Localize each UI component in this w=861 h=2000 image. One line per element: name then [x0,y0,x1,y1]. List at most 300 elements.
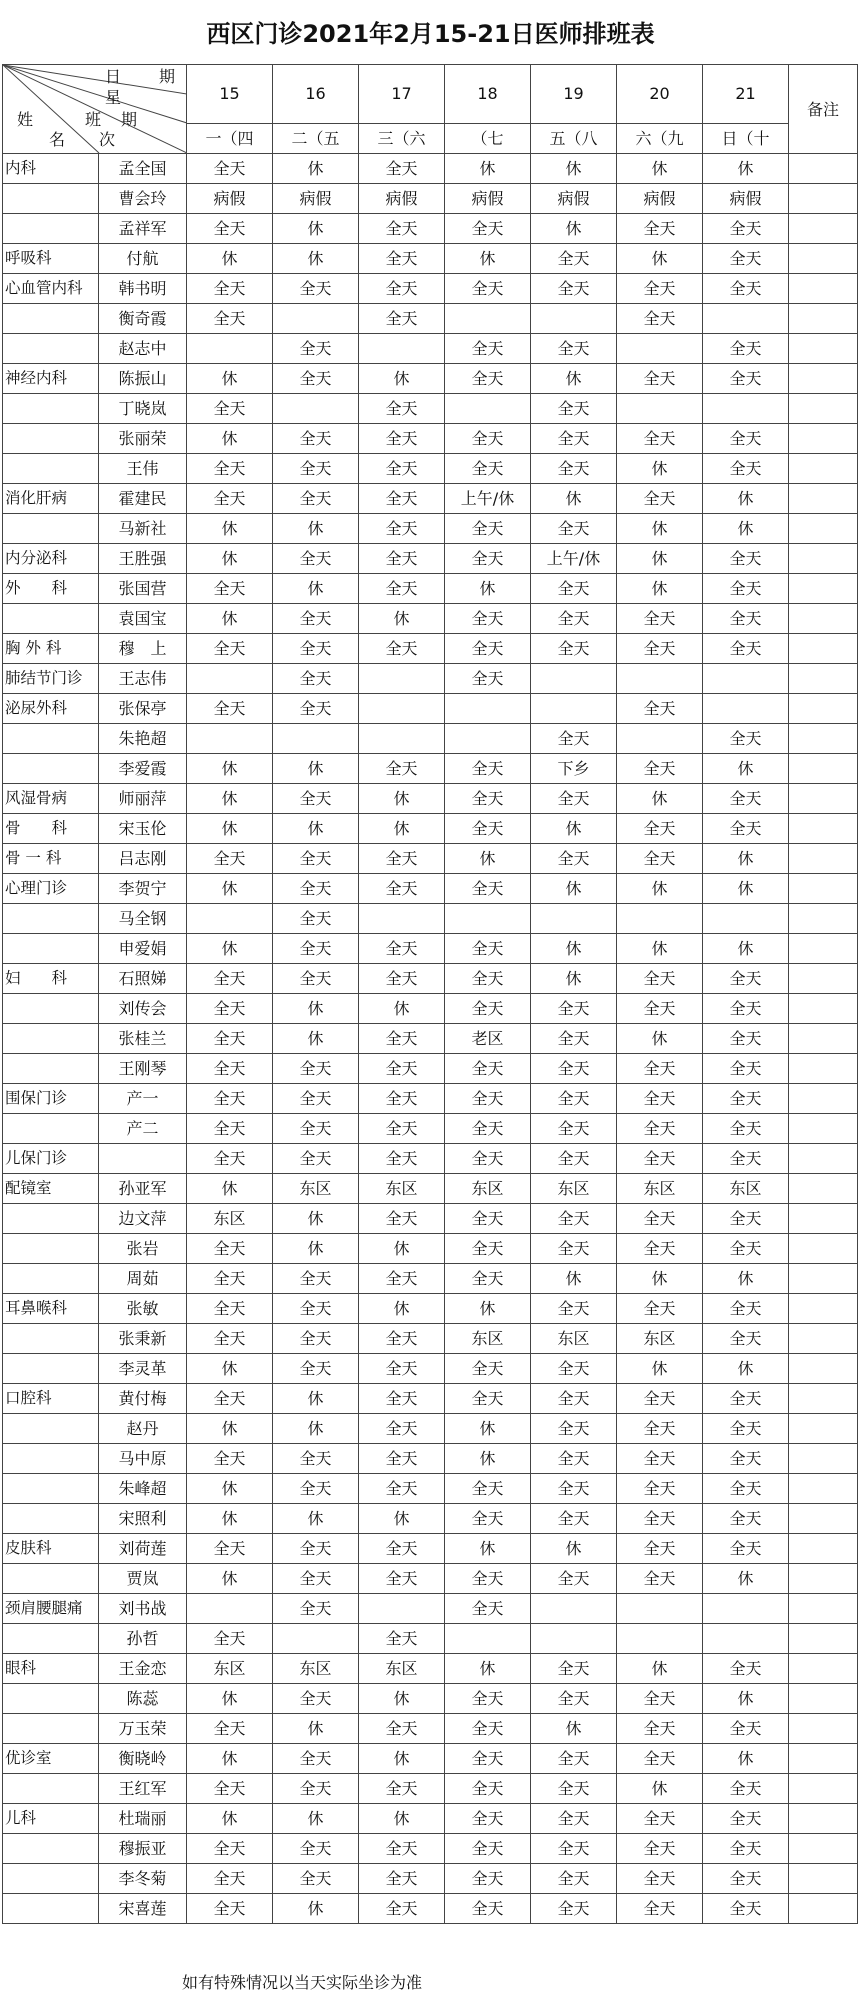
department-cell [3,1234,99,1264]
shift-cell: 全天 [445,1714,531,1744]
shift-cell: 全天 [273,1534,359,1564]
department-cell [3,904,99,934]
department-cell: 消化肝病 [3,484,99,514]
shift-cell: 全天 [359,1354,445,1384]
shift-cell: 休 [187,754,273,784]
doctor-name-cell: 穆 上 [99,634,187,664]
shift-cell: 全天 [359,1114,445,1144]
shift-cell: 全天 [273,1594,359,1624]
shift-cell: 休 [445,1654,531,1684]
shift-cell: 全天 [617,844,703,874]
shift-cell: 全天 [273,424,359,454]
shift-cell: 休 [273,814,359,844]
shift-cell: 全天 [703,1294,789,1324]
corner-week-label: 星 [105,88,122,107]
shift-cell: 全天 [703,1204,789,1234]
shift-cell: 全天 [531,1474,617,1504]
shift-cell: 休 [617,1264,703,1294]
shift-cell: 休 [617,514,703,544]
doctor-name-cell: 王志伟 [99,664,187,694]
shift-cell: 全天 [531,1744,617,1774]
shift-cell: 全天 [273,1114,359,1144]
doctor-name-cell: 衡晓岭 [99,1744,187,1774]
note-cell [789,664,858,694]
note-cell [789,1324,858,1354]
department-cell: 内科 [3,154,99,184]
weekday-header: （七 [445,123,531,153]
table-row [3,964,858,994]
shift-cell: 全天 [187,1714,273,1744]
shift-cell: 休 [359,784,445,814]
shift-cell: 休 [273,1024,359,1054]
shift-cell: 全天 [703,1654,789,1684]
shift-cell [273,394,359,424]
shift-cell: 全天 [445,1594,531,1624]
shift-cell: 全天 [531,1774,617,1804]
shift-cell: 全天 [617,1114,703,1144]
doctor-name-cell: 宋照利 [99,1504,187,1534]
note-cell [789,1114,858,1144]
shift-cell: 全天 [273,634,359,664]
shift-cell: 全天 [617,1204,703,1234]
day-header: 18 [445,65,531,124]
shift-cell: 全天 [703,724,789,754]
shift-cell: 全天 [187,154,273,184]
department-cell [3,334,99,364]
table-row [3,1684,858,1714]
department-cell: 胸 外 科 [3,634,99,664]
shift-cell: 休 [445,1534,531,1564]
shift-cell: 全天 [359,1894,445,1924]
table-row [3,1474,858,1504]
shift-cell: 休 [273,1414,359,1444]
shift-cell [703,394,789,424]
shift-cell: 全天 [187,634,273,664]
shift-cell: 全天 [531,1234,617,1264]
table-row [3,1054,858,1084]
doctor-name-cell: 张岩 [99,1234,187,1264]
department-cell [3,1714,99,1744]
shift-cell: 休 [703,1684,789,1714]
shift-cell: 全天 [445,1084,531,1114]
note-cell [789,514,858,544]
department-cell: 围保门诊 [3,1084,99,1114]
shift-cell: 全天 [445,754,531,784]
shift-cell: 全天 [617,694,703,724]
shift-cell: 全天 [445,454,531,484]
shift-cell: 休 [703,484,789,514]
shift-cell: 全天 [531,1114,617,1144]
shift-cell: 全天 [703,1054,789,1084]
table-row [3,994,858,1024]
shift-cell: 全天 [273,364,359,394]
doctor-name-cell [99,1144,187,1174]
shift-cell: 全天 [531,1504,617,1534]
table-row [3,1414,858,1444]
department-cell [3,1264,99,1294]
department-cell: 呼吸科 [3,244,99,274]
doctor-name-cell: 张敏 [99,1294,187,1324]
shift-cell: 全天 [359,244,445,274]
shift-cell: 全天 [531,1894,617,1924]
corner-shift-label: 班 [85,110,102,129]
shift-cell: 全天 [617,1054,703,1084]
shift-cell [445,394,531,424]
department-cell: 颈肩腰腿痛 [3,1594,99,1624]
shift-cell [703,664,789,694]
shift-cell: 全天 [359,514,445,544]
shift-cell: 病假 [531,184,617,214]
corner-shift-label-2: 次 [99,130,116,149]
shift-cell [359,694,445,724]
shift-cell: 全天 [187,1444,273,1474]
shift-cell: 休 [617,244,703,274]
note-cell [789,1894,858,1924]
shift-cell: 休 [273,1504,359,1534]
shift-cell: 全天 [617,274,703,304]
department-cell: 心血管内科 [3,274,99,304]
shift-cell: 全天 [359,304,445,334]
shift-cell: 上午/休 [531,544,617,574]
shift-cell [359,904,445,934]
shift-cell: 休 [617,934,703,964]
shift-cell: 休 [703,1564,789,1594]
shift-cell [187,724,273,754]
department-cell [3,1324,99,1354]
shift-cell: 休 [703,844,789,874]
department-cell [3,1504,99,1534]
shift-cell: 全天 [273,484,359,514]
department-cell [3,604,99,634]
shift-cell: 休 [273,1204,359,1234]
shift-cell: 全天 [531,1204,617,1234]
shift-cell: 全天 [445,1864,531,1894]
day-header: 20 [617,65,703,124]
table-row [3,514,858,544]
shift-cell: 全天 [703,1714,789,1744]
shift-cell: 全天 [359,1864,445,1894]
shift-cell: 全天 [703,1384,789,1414]
shift-cell: 全天 [445,364,531,394]
shift-cell: 休 [703,1744,789,1774]
table-row [3,1024,858,1054]
department-cell: 皮肤科 [3,1534,99,1564]
shift-cell: 全天 [359,1534,445,1564]
shift-cell: 全天 [531,1804,617,1834]
table-row [3,184,858,214]
shift-cell [617,334,703,364]
shift-cell: 病假 [617,184,703,214]
table-row [3,1744,858,1774]
shift-cell: 全天 [445,1384,531,1414]
shift-cell: 全天 [445,1804,531,1834]
shift-cell: 全天 [445,1204,531,1234]
shift-cell: 全天 [445,1234,531,1264]
weekday-header: 六（九 [617,123,703,153]
shift-cell: 休 [617,1354,703,1384]
shift-cell: 全天 [445,1114,531,1144]
doctor-name-cell: 张国营 [99,574,187,604]
department-cell [3,424,99,454]
shift-cell: 休 [359,1744,445,1774]
shift-cell: 休 [359,1684,445,1714]
shift-cell [187,904,273,934]
note-cell [789,634,858,664]
shift-cell: 全天 [703,334,789,364]
note-cell [789,1384,858,1414]
shift-cell: 东区 [445,1174,531,1204]
note-cell [789,214,858,244]
note-cell [789,1714,858,1744]
note-cell [789,1504,858,1534]
shift-cell: 全天 [359,934,445,964]
doctor-name-cell: 李爱霞 [99,754,187,784]
shift-cell: 全天 [187,1834,273,1864]
table-row [3,754,858,784]
table-row [3,544,858,574]
note-cell [789,904,858,934]
shift-cell: 全天 [703,1834,789,1864]
shift-cell: 全天 [187,1294,273,1324]
shift-cell: 全天 [445,604,531,634]
shift-cell [617,394,703,424]
weekday-header: 日（十 [703,123,789,153]
shift-cell: 全天 [531,244,617,274]
doctor-name-cell: 李灵革 [99,1354,187,1384]
shift-cell: 东区 [617,1324,703,1354]
shift-cell: 休 [531,1714,617,1744]
shift-cell: 全天 [359,1774,445,1804]
department-cell: 泌尿外科 [3,694,99,724]
shift-cell: 全天 [703,1804,789,1834]
shift-cell: 休 [359,604,445,634]
shift-cell: 休 [273,574,359,604]
shift-cell: 全天 [187,574,273,604]
department-cell [3,184,99,214]
weekday-header: 五（八 [531,123,617,153]
shift-cell: 休 [617,454,703,484]
shift-cell: 全天 [617,1564,703,1594]
shift-cell: 全天 [703,1894,789,1924]
shift-cell [187,1594,273,1624]
table-row [3,454,858,484]
shift-cell: 全天 [187,1144,273,1174]
department-cell [3,1054,99,1084]
note-cell [789,1444,858,1474]
doctor-name-cell: 陈振山 [99,364,187,394]
shift-cell: 全天 [273,1774,359,1804]
shift-cell: 病假 [273,184,359,214]
corner-date-label-2: 期 [159,67,176,86]
note-cell [789,1534,858,1564]
table-row [3,1504,858,1534]
shift-cell: 全天 [617,304,703,334]
shift-cell: 全天 [187,1024,273,1054]
shift-cell: 东区 [531,1324,617,1354]
shift-cell: 全天 [703,964,789,994]
shift-cell: 全天 [359,154,445,184]
shift-cell: 全天 [273,334,359,364]
shift-cell: 全天 [273,1324,359,1354]
shift-cell: 休 [359,1294,445,1324]
shift-cell: 全天 [617,1714,703,1744]
shift-cell: 全天 [359,1414,445,1444]
shift-cell: 全天 [187,994,273,1024]
note-cell [789,1624,858,1654]
corner-period-label: 期 [121,110,138,129]
day-header: 17 [359,65,445,124]
shift-cell: 休 [617,544,703,574]
doctor-name-cell: 贾岚 [99,1564,187,1594]
shift-cell: 全天 [703,784,789,814]
shift-cell: 全天 [445,784,531,814]
shift-cell: 全天 [617,1444,703,1474]
shift-cell: 全天 [703,544,789,574]
shift-cell: 休 [187,1564,273,1594]
shift-cell [445,724,531,754]
shift-cell: 休 [617,784,703,814]
shift-cell [617,664,703,694]
shift-cell: 全天 [617,1144,703,1174]
doctor-name-cell: 朱艳超 [99,724,187,754]
shift-cell: 休 [359,814,445,844]
doctor-name-cell: 赵志中 [99,334,187,364]
shift-cell: 全天 [445,1474,531,1504]
shift-cell: 休 [187,1474,273,1504]
shift-cell: 全天 [359,1624,445,1654]
shift-cell: 全天 [617,1414,703,1444]
table-row [3,844,858,874]
shift-cell: 全天 [703,1114,789,1144]
doctor-name-cell: 马新社 [99,514,187,544]
shift-cell: 全天 [359,1054,445,1084]
shift-cell: 休 [617,154,703,184]
shift-cell: 全天 [359,484,445,514]
department-cell [3,994,99,1024]
shift-cell: 老区 [445,1024,531,1054]
note-cell [789,1474,858,1504]
shift-cell: 全天 [187,1114,273,1144]
department-cell [3,1114,99,1144]
department-cell [3,1474,99,1504]
shift-cell: 全天 [617,964,703,994]
shift-cell: 全天 [187,844,273,874]
shift-cell: 休 [273,1894,359,1924]
doctor-name-cell: 王刚琴 [99,1054,187,1084]
weekday-header: 一（四 [187,123,273,153]
shift-cell: 休 [445,244,531,274]
shift-cell: 全天 [703,454,789,484]
shift-cell: 休 [531,154,617,184]
shift-cell: 休 [445,844,531,874]
department-cell [3,1774,99,1804]
doctor-name-cell: 孙哲 [99,1624,187,1654]
table-row [3,1444,858,1474]
shift-cell: 休 [703,754,789,784]
doctor-name-cell: 王红军 [99,1774,187,1804]
shift-cell: 全天 [273,844,359,874]
table-row [3,784,858,814]
shift-cell: 全天 [359,1834,445,1864]
note-cell [789,1654,858,1684]
shift-cell: 休 [187,424,273,454]
shift-cell: 全天 [531,1654,617,1684]
doctor-name-cell: 付航 [99,244,187,274]
shift-cell: 全天 [703,604,789,634]
shift-cell: 全天 [531,514,617,544]
shift-cell: 全天 [273,1354,359,1384]
corner-date-label: 日 [105,67,122,86]
shift-cell: 全天 [445,1354,531,1384]
shift-cell: 休 [273,1384,359,1414]
shift-cell: 全天 [617,754,703,784]
day-header: 15 [187,65,273,124]
shift-cell: 全天 [703,1324,789,1354]
page-title: 西区门诊2021年2月15-21日医师排班表 [206,20,655,48]
shift-cell: 休 [187,1414,273,1444]
shift-cell: 休 [703,1264,789,1294]
shift-cell [445,694,531,724]
shift-cell: 全天 [617,634,703,664]
shift-cell: 休 [445,574,531,604]
table-row [3,874,858,904]
table-row [3,1564,858,1594]
table-row [3,1834,858,1864]
shift-cell: 休 [187,1504,273,1534]
table-row [3,1234,858,1264]
shift-cell: 休 [187,244,273,274]
shift-cell: 休 [445,1444,531,1474]
shift-cell: 全天 [187,214,273,244]
shift-cell: 全天 [617,604,703,634]
department-cell: 眼科 [3,1654,99,1684]
shift-cell: 全天 [359,574,445,604]
department-cell [3,1894,99,1924]
weekday-header: 二（五 [273,123,359,153]
note-cell [789,1174,858,1204]
shift-cell: 全天 [273,1834,359,1864]
corner-name-label-2: 名 [49,130,66,149]
day-header: 16 [273,65,359,124]
table-row [3,904,858,934]
doctor-name-cell: 边文萍 [99,1204,187,1234]
shift-cell: 全天 [187,1324,273,1354]
note-cell [789,154,858,184]
shift-cell: 东区 [273,1654,359,1684]
shift-cell: 全天 [531,334,617,364]
shift-cell: 全天 [445,1564,531,1594]
shift-cell: 全天 [703,1144,789,1174]
shift-cell [531,1594,617,1624]
shift-cell: 全天 [617,1084,703,1114]
shift-cell [273,1624,359,1654]
shift-cell: 全天 [445,544,531,574]
shift-cell [359,664,445,694]
shift-cell: 休 [187,934,273,964]
shift-cell: 全天 [703,634,789,664]
doctor-name-cell: 霍建民 [99,484,187,514]
department-cell: 耳鼻喉科 [3,1294,99,1324]
table-row [3,1624,858,1654]
department-cell: 神经内科 [3,364,99,394]
department-cell [3,514,99,544]
table-row [3,244,858,274]
shift-cell: 全天 [531,1144,617,1174]
department-cell: 内分泌科 [3,544,99,574]
note-cell [789,544,858,574]
shift-cell: 休 [187,544,273,574]
shift-cell: 全天 [703,574,789,604]
